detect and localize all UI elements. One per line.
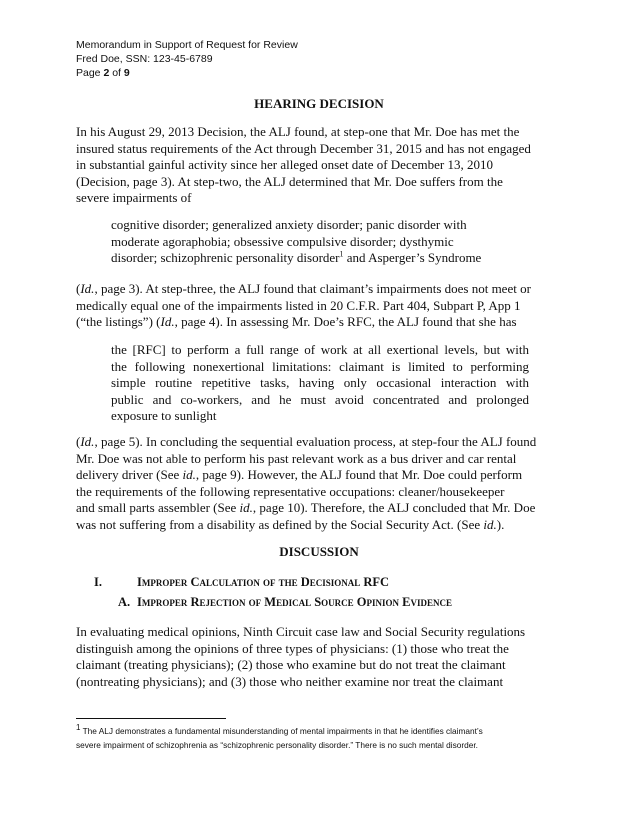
text-line: cognitive disorder; generalized anxiety disorder; panic disorder with (111, 217, 467, 232)
text-line: delivery driver (See id., page 9). However, the ALJ found that Mr. Doe could perform (76, 467, 523, 482)
paragraph-step-four (76, 434, 564, 533)
running-header (76, 38, 298, 80)
text-line: In his August 29, 2013 Decision, the ALJ found, at step-one that Mr. Doe has met the (76, 124, 520, 139)
footnote-mark: 1 (76, 723, 81, 733)
subsection-heading-text: Improper Rejection of Medical Source Opinion Evidence (137, 595, 452, 609)
text-line: exposure to sunlight (111, 408, 217, 423)
text-line: severe impairments of (76, 190, 192, 205)
subsection-letter: A. (118, 595, 131, 609)
text-line: the following nonexertional limitations: claimant is limited to performing (111, 358, 529, 374)
text-line: disorder; schizophrenic personality disorder$^1$ and Asperger’s Syndrome (111, 249, 482, 265)
section-heading-text: Improper Calculation of the Decisional RFC (137, 575, 390, 589)
footnote-separator (76, 718, 226, 719)
text-line: Mr. Doe was not able to perform his past relevant work as a bus driver and car rental (76, 450, 517, 466)
text-line: (nontreating physicians); and (3) those who neither examine nor treat the claimant (76, 673, 504, 689)
text-line: the requirements of the following representative occupations: cleaner/housekeeper (76, 483, 505, 499)
text-line: insured status requirements of the Act through December 31, 2015 and has not engaged (76, 140, 531, 156)
text-line: (Decision, page 3). At step-two, the ALJ determined that Mr. Doe suffers from the (76, 173, 503, 189)
footnote (76, 724, 576, 752)
paragraph-step-three (76, 281, 564, 331)
block-quote-rfc (111, 342, 529, 425)
footnote-line: severe impairment of schizophrenia as “schizophrenic personality disorder.” There is no such mental disorder. (76, 740, 478, 750)
text-line: medically equal one of the impairments listed in 20 C.F.R. Part 404, Subpart P, App 1 (76, 297, 521, 313)
text-line: (Id., page 5). In concluding the sequential evaluation process, at step-four the ALJ found (76, 434, 537, 449)
text-line: and small parts assembler (See id., page 10). Therefore, the ALJ concluded that Mr. Doe (76, 500, 536, 515)
header-page-number: Page 2 of 9 (76, 67, 130, 79)
text-line: In evaluating medical opinions, Ninth Circuit case law and Social Security regulations (76, 624, 526, 639)
text-line: simple routine repetitive tasks, having only occasional interaction with (111, 375, 529, 390)
text-line: (“the listings”) (Id., page 4). In assessing Mr. Doe’s RFC, the ALJ found that she has (76, 314, 517, 329)
paragraph-step-one (76, 124, 564, 207)
block-quote-impairments (111, 217, 529, 267)
footnote-line: $^1$ The ALJ demonstrates a fundamental misunderstanding of mental impairments in that he identifies claimant’s (76, 723, 483, 736)
text-line: was not suffering from a disability as defined by the Social Security Act. (See id.). (76, 516, 505, 532)
section-numeral: I. (94, 575, 102, 589)
text-line: (Id., page 3). At step-three, the ALJ found that claimant’s impairments does not meet or (76, 281, 531, 296)
paragraph-medical-opinions (76, 624, 564, 690)
text-line: public and co-workers, and he must avoid concentrated and prolonged (111, 391, 529, 407)
header-memo-title: Memorandum in Support of Request for Review (76, 39, 298, 51)
text-line: moderate agoraphobia; obsessive compulsive disorder; dysthymic (111, 233, 454, 249)
text-line: in substantial gainful activity since her alleged onset date of December 13, 2010 (76, 157, 493, 172)
text-line: claimant (treating physicians); (2) those who examine but do not treat the claimant (76, 657, 506, 672)
text-line: distinguish among the opinions of three types of physicians: (1) those who treat the (76, 640, 509, 656)
header-claimant: Fred Doe, SSN: 123-45-6789 (76, 53, 213, 65)
hearing-decision-title: HEARING DECISION (254, 96, 384, 111)
text-line: the [RFC] to perform a full range of work at all exertional levels, but with (111, 342, 529, 357)
discussion-title: DISCUSSION (279, 544, 359, 559)
footnote-reference: 1 (339, 249, 344, 259)
